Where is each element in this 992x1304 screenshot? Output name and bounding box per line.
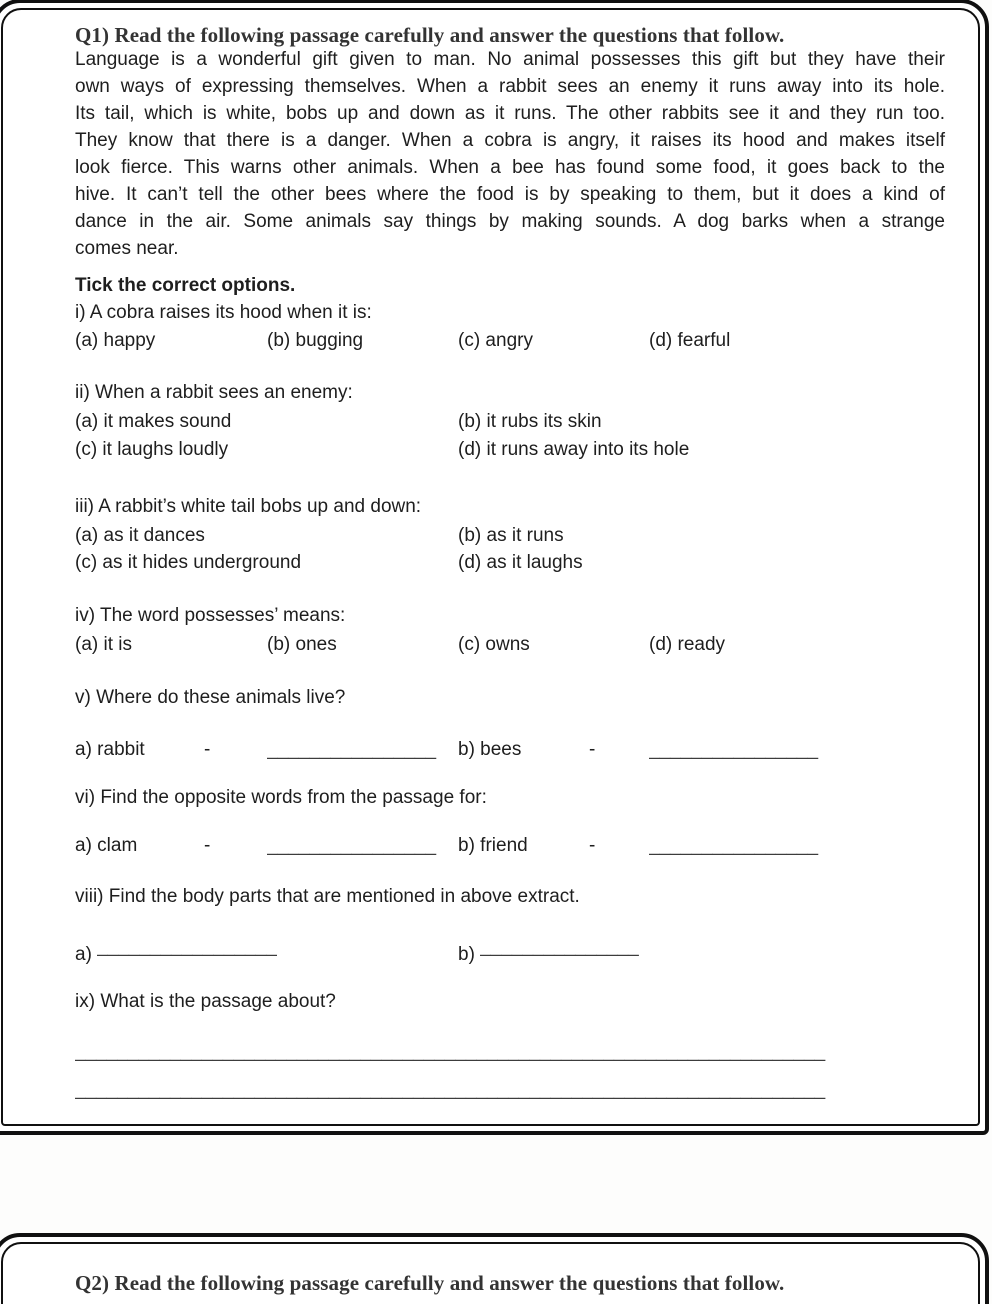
q2-section-box: [0, 1233, 989, 1304]
fill-blank-b: ________________: [649, 739, 819, 760]
question-ii-options-row2: [75, 436, 945, 463]
option-a: (a) it is: [75, 634, 132, 655]
passage-line: Its tail, which is white, bobs up and down as it runs. The other rabbits see it and they run too.: [75, 103, 945, 124]
fill-blank-b: _______________: [480, 936, 639, 957]
question-ii-prompt: ii) When a rabbit sees an enemy:: [75, 382, 353, 403]
fill-blank-a: ________________: [267, 739, 437, 760]
fill-blank-b: ________________: [649, 835, 819, 856]
option-d: (d) ready: [649, 634, 726, 655]
option-c: (c) it laughs loudly: [75, 439, 229, 460]
dash: -: [204, 835, 211, 856]
passage-line: hive. It can’t tell the other bees where the food is by speaking to them, but it does a kind of: [75, 184, 945, 205]
question-viii-prompt: viii) Find the body parts that are mentioned in above extract.: [75, 886, 580, 907]
option-b: (b) as it runs: [458, 525, 564, 546]
passage-line: own ways of expressing themselves. When a rabbit sees an enemy it runs away into its hole.: [75, 76, 945, 97]
fill-label-a: a) rabbit: [75, 739, 145, 760]
fill-blank-a: ________________: [267, 835, 437, 856]
option-c: (c) owns: [458, 634, 530, 655]
passage-line: comes near.: [75, 238, 179, 259]
fill-cell-a: [75, 933, 458, 968]
tick-instructions-heading: Tick the correct options.: [75, 275, 296, 296]
question-iv-prompt: iv) The word possesses’ means:: [75, 605, 346, 626]
question-vi-fill-row: [75, 832, 945, 859]
fill-blank-a: _________________: [97, 936, 277, 957]
question-viii-fill-row: [75, 933, 945, 968]
q1-heading: Q1) Read the following passage carefully and answer the questions that follow.: [75, 23, 785, 47]
fill-label-b: b) bees: [458, 739, 522, 760]
option-d: (d) as it laughs: [458, 552, 583, 573]
fill-label-a: a): [75, 944, 92, 965]
question-iii-prompt: iii) A rabbit’s white tail bobs up and down:: [75, 496, 422, 517]
fill-label-b: b) friend: [458, 835, 528, 856]
fill-label-b: b): [458, 944, 475, 965]
option-c: (c) as it hides underground: [75, 552, 302, 573]
dash: -: [589, 739, 596, 760]
option-b: (b) bugging: [267, 330, 364, 351]
question-v-prompt: v) Where do these animals live?: [75, 687, 346, 708]
passage-line: They know that there is a danger. When a cobra is angry, it raises its hood and makes itself: [75, 130, 945, 151]
dash: -: [589, 835, 596, 856]
option-c: (c) angry: [458, 330, 533, 351]
option-d: (d) fearful: [649, 330, 731, 351]
dash: -: [204, 739, 211, 760]
question-ii-options-row1: [75, 408, 945, 435]
passage-line: look fierce. This warns other animals. When a bee has found some food, it goes back to the: [75, 157, 945, 178]
question-i-options: [75, 327, 945, 354]
option-b: (b) ones: [267, 634, 337, 655]
answer-line: _______________________________________________________________________: [75, 1041, 826, 1062]
question-iii-options-row2: [75, 549, 945, 576]
q2-heading: Q2) Read the following passage carefully and answer the questions that follow.: [75, 1271, 785, 1295]
q2-section-inner-border: [1, 1242, 980, 1304]
question-iv-options: [75, 631, 945, 658]
option-d: (d) it runs away into its hole: [458, 439, 690, 460]
fill-label-a: a) clam: [75, 835, 138, 856]
passage-line: dance in the air. Some animals say things by making sounds. A dog barks when a strange: [75, 211, 945, 232]
option-a: (a) happy: [75, 330, 156, 351]
option-a: (a) it makes sound: [75, 411, 232, 432]
question-v-fill-row: [75, 736, 945, 763]
question-iii-options-row1: [75, 522, 945, 549]
question-vi-prompt: vi) Find the opposite words from the passage for:: [75, 787, 487, 808]
answer-line: _______________________________________________________________________: [75, 1079, 826, 1100]
fill-cell-b: [458, 933, 945, 968]
question-i-prompt: i) A cobra raises its hood when it is:: [75, 302, 372, 323]
q1-section-inner-border: [1, 8, 980, 1126]
option-b: (b) it rubs its skin: [458, 411, 602, 432]
question-ix-prompt: ix) What is the passage about?: [75, 991, 336, 1012]
option-a: (a) as it dances: [75, 525, 205, 546]
passage-line: Language is a wonderful gift given to man. No animal possesses this gift but they have their: [75, 49, 945, 70]
q1-passage: [75, 46, 945, 262]
